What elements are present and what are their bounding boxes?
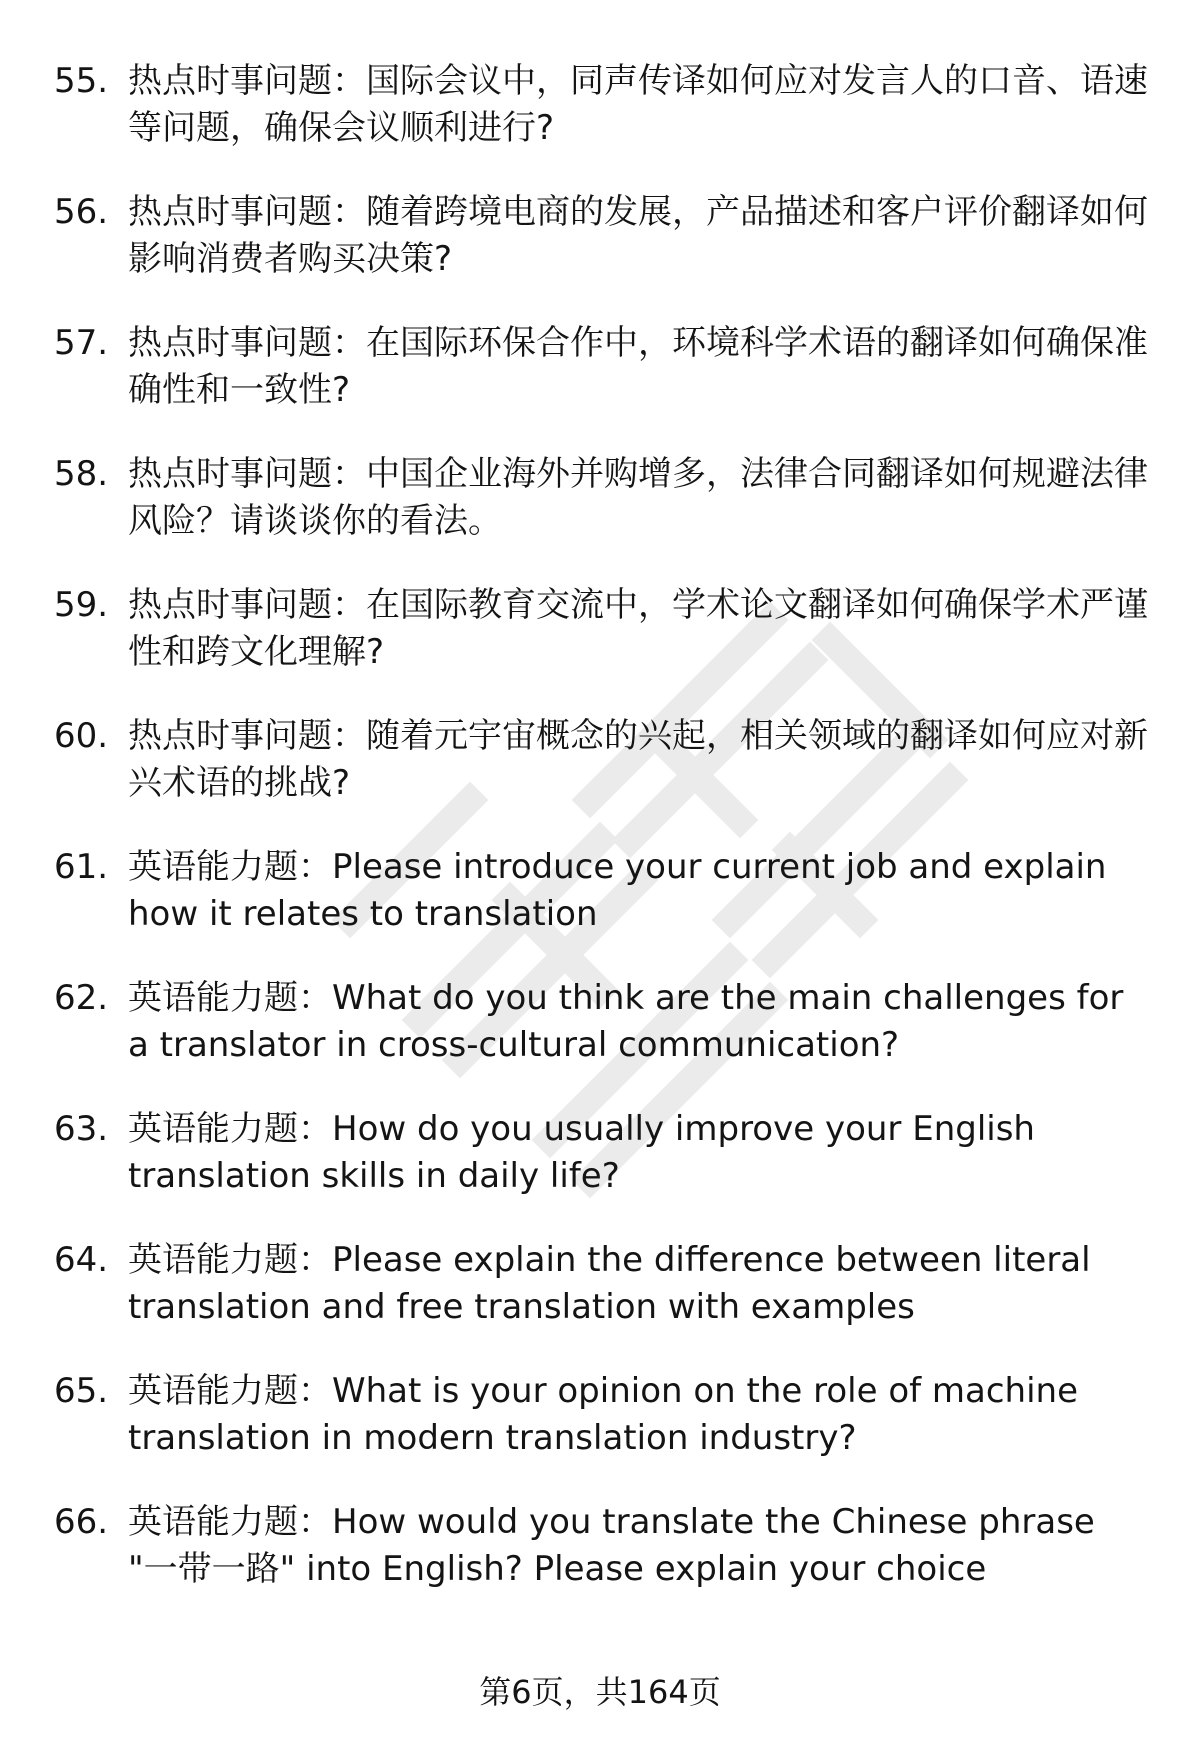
question-text: 热点时事问题：中国企业海外并购增多，法律合同翻译如何规避法律风险？请谈谈你的看法。 [128,454,1148,541]
question-list [54,58,1154,1630]
question-number: 60. [54,716,109,756]
question-number: 61. [54,847,109,887]
question-item-55 [54,58,1154,152]
question-number: 63. [54,1109,109,1149]
question-number: 66. [54,1502,109,1542]
question-number: 65. [54,1371,109,1411]
question-text: 英语能力题：Please explain the difference between literal translation and free translation with examples [128,1240,1091,1327]
question-item-62 [54,975,1154,1069]
question-text: 英语能力题：How would you translate the Chinese phrase "一带一路" into English? Please explain your choice [128,1502,1095,1589]
question-number: 64. [54,1240,109,1280]
question-number: 57. [54,323,109,363]
question-item-65 [54,1368,1154,1462]
question-text: 热点时事问题：随着元宇宙概念的兴起，相关领域的翻译如何应对新兴术语的挑战? [128,716,1148,803]
question-text: 热点时事问题：随着跨境电商的发展，产品描述和客户评价翻译如何影响消费者购买决策? [128,192,1148,279]
question-text: 英语能力题：What is your opinion on the role of machine translation in modern translation industry? [128,1371,1079,1458]
question-item-60 [54,713,1154,807]
question-item-57 [54,320,1154,414]
question-item-63 [54,1106,1154,1200]
question-item-61 [54,844,1154,938]
question-number: 62. [54,978,109,1018]
question-number: 58. [54,454,109,494]
question-item-58 [54,451,1154,545]
question-item-64 [54,1237,1154,1331]
question-number: 55. [54,61,109,101]
question-item-59 [54,582,1154,676]
question-item-56 [54,189,1154,283]
question-text: 热点时事问题：国际会议中，同声传译如何应对发言人的口音、语速等问题，确保会议顺利进行? [128,61,1148,148]
question-text: 英语能力题：How do you usually improve your English translation skills in daily life? [128,1109,1035,1196]
question-text: 英语能力题：Please introduce your current job and explain how it relates to translation [128,847,1107,934]
question-text: 英语能力题：What do you think are the main challenges for a translator in cross-cultural communication? [128,978,1124,1065]
question-item-66 [54,1499,1154,1593]
question-number: 59. [54,585,109,625]
question-number: 56. [54,192,109,232]
page-indicator: 第6页，共164页 [479,1673,721,1711]
question-text: 热点时事问题：在国际教育交流中，学术论文翻译如何确保学术严谨性和跨文化理解? [128,585,1148,672]
question-text: 热点时事问题：在国际环保合作中，环境科学术语的翻译如何确保准确性和一致性? [128,323,1148,410]
